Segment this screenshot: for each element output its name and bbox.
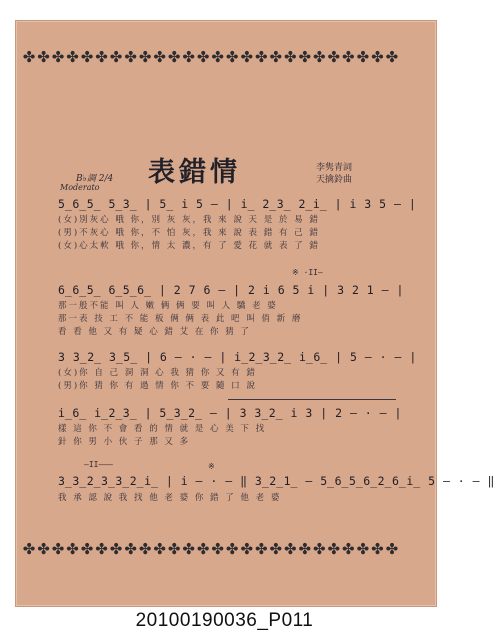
ornament-motif-icon: ✤ (385, 48, 398, 66)
segno-mark: ※ (208, 462, 215, 471)
segno-mark: ※ ·II— (292, 268, 323, 277)
lyric-line: (男)不灰心 哦 你，不 怕 灰，我 來 說 表 錯 有 己 錯 (58, 228, 320, 238)
ornament-motif-icon: ✤ (356, 48, 369, 66)
ornament-motif-icon: ✤ (240, 540, 253, 558)
notation-line: 3 3̲2̲ 3̲5̲ | 6 — · — | i̲2̲3̲2̲ i̲6̲ | 5 — · — | (58, 350, 417, 364)
ornament-motif-icon: ✤ (66, 540, 78, 558)
ornament-motif-icon: ✤ (283, 48, 296, 66)
notation-line: 6̲6̲5̲ 6̲5̲6̲ | 2 7 6 — | 2 i 6 5 i | 3 2 1 — | (58, 283, 404, 297)
ornament-motif-icon: ✤ (313, 48, 325, 66)
notation-line: 3̲3̲2̲3̲3̲2̲i̲ | i — · — ‖ 3̲2̲1̲ — 5̲6̲5̲6̲2̲6̲i̲ 5 — · — ‖ (58, 474, 495, 488)
ornament-motif-icon: ✤ (22, 48, 35, 66)
ornament-motif-icon: ✤ (124, 48, 136, 66)
ornament-motif-icon: ✤ (327, 540, 340, 558)
ornament-motif-icon: ✤ (225, 48, 238, 66)
ornament-motif-icon: ✤ (167, 48, 180, 66)
lyric-line: 我 承 認 說 我 找 他 老 婆 你 錯 了 他 老 婆 (58, 493, 282, 503)
ornament-motif-icon: ✤ (371, 540, 383, 558)
notation-line: 5̲6̲5̲ 5̲3̲ | 5̲ i 5 — | i̲ 2̲3̲ 2̲i̲ | i 3 5 — | (58, 197, 417, 211)
key-signature: B♭調 2/4 (76, 174, 114, 184)
lyric-line: (女)你 自 己 洞 洞 心 我 猜 你 又 有 錯 (58, 368, 257, 378)
ornament-motif-icon: ✤ (254, 540, 267, 558)
ornament-motif-icon: ✤ (51, 540, 64, 558)
repeat-bracket-mark: —II——— (84, 460, 113, 469)
ornament-motif-icon: ✤ (80, 48, 93, 66)
ending-bracket-line (228, 399, 396, 400)
lyric-line: 那一表 技 工 不 能 板 俩 俩 表 此 吧 叫 俏 新 磨 (58, 314, 303, 324)
ornament-motif-icon: ✤ (182, 540, 194, 558)
ornament-motif-icon: ✤ (298, 540, 311, 558)
lyric-line: 那一般不能 叫 人 嫩 俩 俩 要 叫 人 驕 老 婆 (58, 301, 278, 311)
song-title: 表錯情 (148, 157, 241, 188)
ornament-motif-icon: ✤ (356, 540, 369, 558)
ornament-motif-icon: ✤ (95, 48, 107, 66)
ornament-motif-icon: ✤ (240, 48, 253, 66)
composer-credit: 天擒鈴曲 (316, 175, 353, 185)
ornament-motif-icon: ✤ (313, 540, 325, 558)
ornament-motif-icon: ✤ (225, 540, 238, 558)
ornament-motif-icon: ✤ (51, 48, 64, 66)
archive-id-caption: 20100190036_P011 (135, 610, 314, 631)
lyric-line: 針 你 男 小 伙 子 那 又 多 (58, 437, 191, 447)
ornament-motif-icon: ✤ (37, 48, 49, 66)
ornament-motif-icon: ✤ (138, 48, 151, 66)
ornament-motif-icon: ✤ (298, 48, 311, 66)
lyric-line: (男)你 猜 你 有 過 情 你 不 要 隨 口 說 (58, 381, 257, 391)
ornament-motif-icon: ✤ (182, 48, 194, 66)
ornament-border-bottom (22, 540, 398, 558)
notation-line: i̲6̲ i̲2̲3̲ | 5̲3̲2̲ — | 3 3̲2̲ i 3 | 2 — · — | (58, 406, 402, 420)
lyric-line: 樣 這 你 不 會 看 的 情 就 是 心 美 下 找 (58, 424, 267, 434)
ornament-motif-icon: ✤ (371, 48, 383, 66)
ornament-motif-icon: ✤ (22, 540, 35, 558)
tempo-marking: Moderato (60, 183, 100, 192)
ornament-border-top (22, 48, 398, 66)
ornament-motif-icon: ✤ (167, 540, 180, 558)
ornament-motif-icon: ✤ (196, 540, 209, 558)
ornament-motif-icon: ✤ (283, 540, 296, 558)
ornament-motif-icon: ✤ (385, 540, 398, 558)
ornament-motif-icon: ✤ (269, 540, 282, 558)
ornament-motif-icon: ✤ (66, 48, 78, 66)
ornament-motif-icon: ✤ (211, 540, 223, 558)
lyric-line: (女)別灰心 哦 你，別 灰 灰，我 來 說 天 是 於 易 錯 (58, 215, 320, 225)
ornament-motif-icon: ✤ (124, 540, 136, 558)
ornament-motif-icon: ✤ (153, 48, 165, 66)
ornament-motif-icon: ✤ (37, 540, 49, 558)
ornament-motif-icon: ✤ (138, 540, 151, 558)
ornament-motif-icon: ✤ (196, 48, 209, 66)
ornament-motif-icon: ✤ (80, 540, 93, 558)
ornament-motif-icon: ✤ (153, 540, 165, 558)
ornament-motif-icon: ✤ (342, 540, 354, 558)
lyric-line: 看 看 他 又 有 疑 心 錯 艾 在 你 猜 了 (58, 327, 251, 337)
ornament-motif-icon: ✤ (95, 540, 107, 558)
lyric-line: (女)心太軟 哦 你，情 太 濃，有 了 愛 花 就 表 了 錯 (58, 241, 320, 251)
ornament-motif-icon: ✤ (254, 48, 267, 66)
lyricist-credit: 李隽青詞 (316, 163, 353, 173)
ornament-motif-icon: ✤ (327, 48, 340, 66)
ornament-motif-icon: ✤ (269, 48, 282, 66)
ornament-motif-icon: ✤ (109, 48, 122, 66)
ornament-motif-icon: ✤ (211, 48, 223, 66)
ornament-motif-icon: ✤ (109, 540, 122, 558)
ornament-motif-icon: ✤ (342, 48, 354, 66)
